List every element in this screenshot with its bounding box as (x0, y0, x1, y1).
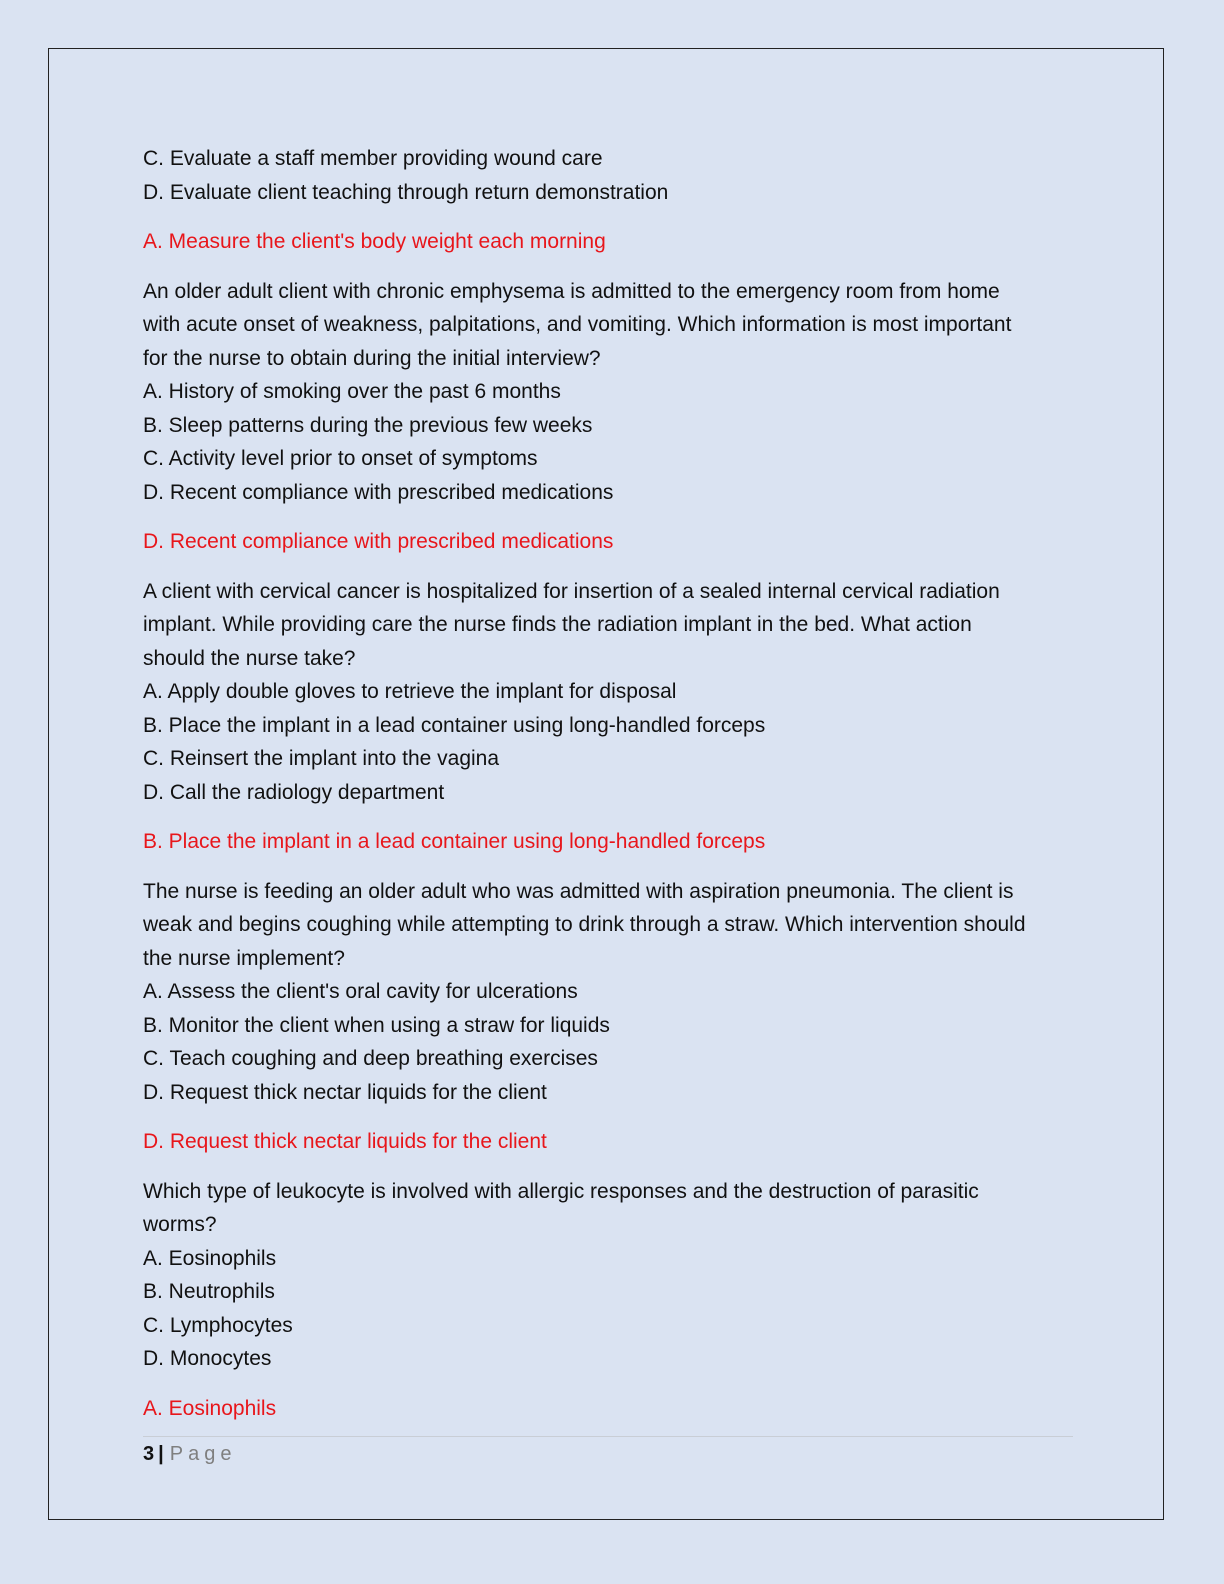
option-c: C. Lymphocytes (143, 1313, 293, 1337)
question-stem-line: the nurse implement? (143, 946, 345, 970)
option-c: C. Activity level prior to onset of symptoms (143, 447, 538, 470)
document-body (143, 142, 1078, 1425)
answer-key: A. Eosinophils (143, 1396, 277, 1420)
answer-key: D. Recent compliance with prescribed medications (143, 530, 614, 553)
option-d: D. Evaluate client teaching through return demonstration (143, 180, 669, 204)
question-stem-line: for the nurse to obtain during the initial interview? (143, 346, 601, 370)
question-stem-line: implant. While providing care the nurse finds the radiation implant in the bed. What action (143, 613, 972, 636)
option-a: A. Assess the client's oral cavity for ulcerations (143, 980, 578, 1003)
footer-separator: | (158, 1443, 164, 1465)
footer-divider (143, 1436, 1073, 1437)
answer-key: D. Request thick nectar liquids for the client (143, 1130, 547, 1153)
option-d: D. Monocytes (143, 1347, 272, 1370)
option-b: B. Sleep patterns during the previous few weeks (143, 413, 593, 437)
option-d: D. Call the radiology department (143, 780, 445, 804)
question-stem-line: should the nurse take? (143, 646, 356, 670)
question-stem-line: worms? (143, 1213, 217, 1236)
question-block (143, 575, 1078, 810)
question-stem-line: A client with cervical cancer is hospitalized for insertion of a sealed internal cervical radiation (143, 579, 1000, 603)
question-stem-line: The nurse is feeding an older adult who was admitted with aspiration pneumonia. The client is (143, 879, 1014, 903)
option-c: C. Evaluate a staff member providing wound care (143, 147, 603, 170)
question-stem-line: An older adult client with chronic emphysema is admitted to the emergency room from home (143, 279, 1000, 303)
option-a: A. Eosinophils (143, 1246, 277, 1270)
page-label: Page (169, 1443, 237, 1465)
question-block (143, 275, 1078, 510)
option-c: C. Teach coughing and deep breathing exercises (143, 1047, 598, 1070)
option-d: D. Recent compliance with prescribed medications (143, 480, 614, 504)
option-b: B. Neutrophils (143, 1280, 275, 1303)
question-stem-line: weak and begins coughing while attempting to drink through a straw. Which intervention should (143, 913, 1026, 936)
question-stem-line: with acute onset of weakness, palpitations, and vomiting. Which information is most important (143, 313, 1012, 336)
option-d: D. Request thick nectar liquids for the client (143, 1080, 547, 1104)
answer-key: B. Place the implant in a lead container using long-handled forceps (143, 830, 766, 853)
option-c: C. Reinsert the implant into the vagina (143, 747, 500, 770)
option-a: A. History of smoking over the past 6 months (143, 380, 561, 403)
answer-key: A. Measure the client's body weight each morning (143, 230, 606, 253)
page-footer (143, 1440, 236, 1468)
page-number: 3 (143, 1443, 155, 1465)
option-a: A. Apply double gloves to retrieve the implant for disposal (143, 680, 677, 703)
question-stem-line: Which type of leukocyte is involved with allergic responses and the destruction of parasitic (143, 1179, 979, 1203)
option-b: B. Monitor the client when using a straw for liquids (143, 1013, 610, 1037)
question-block-continued (143, 142, 1078, 209)
question-block (143, 1175, 1078, 1376)
question-block (143, 875, 1078, 1110)
option-b: B. Place the implant in a lead container using long-handled forceps (143, 713, 766, 737)
